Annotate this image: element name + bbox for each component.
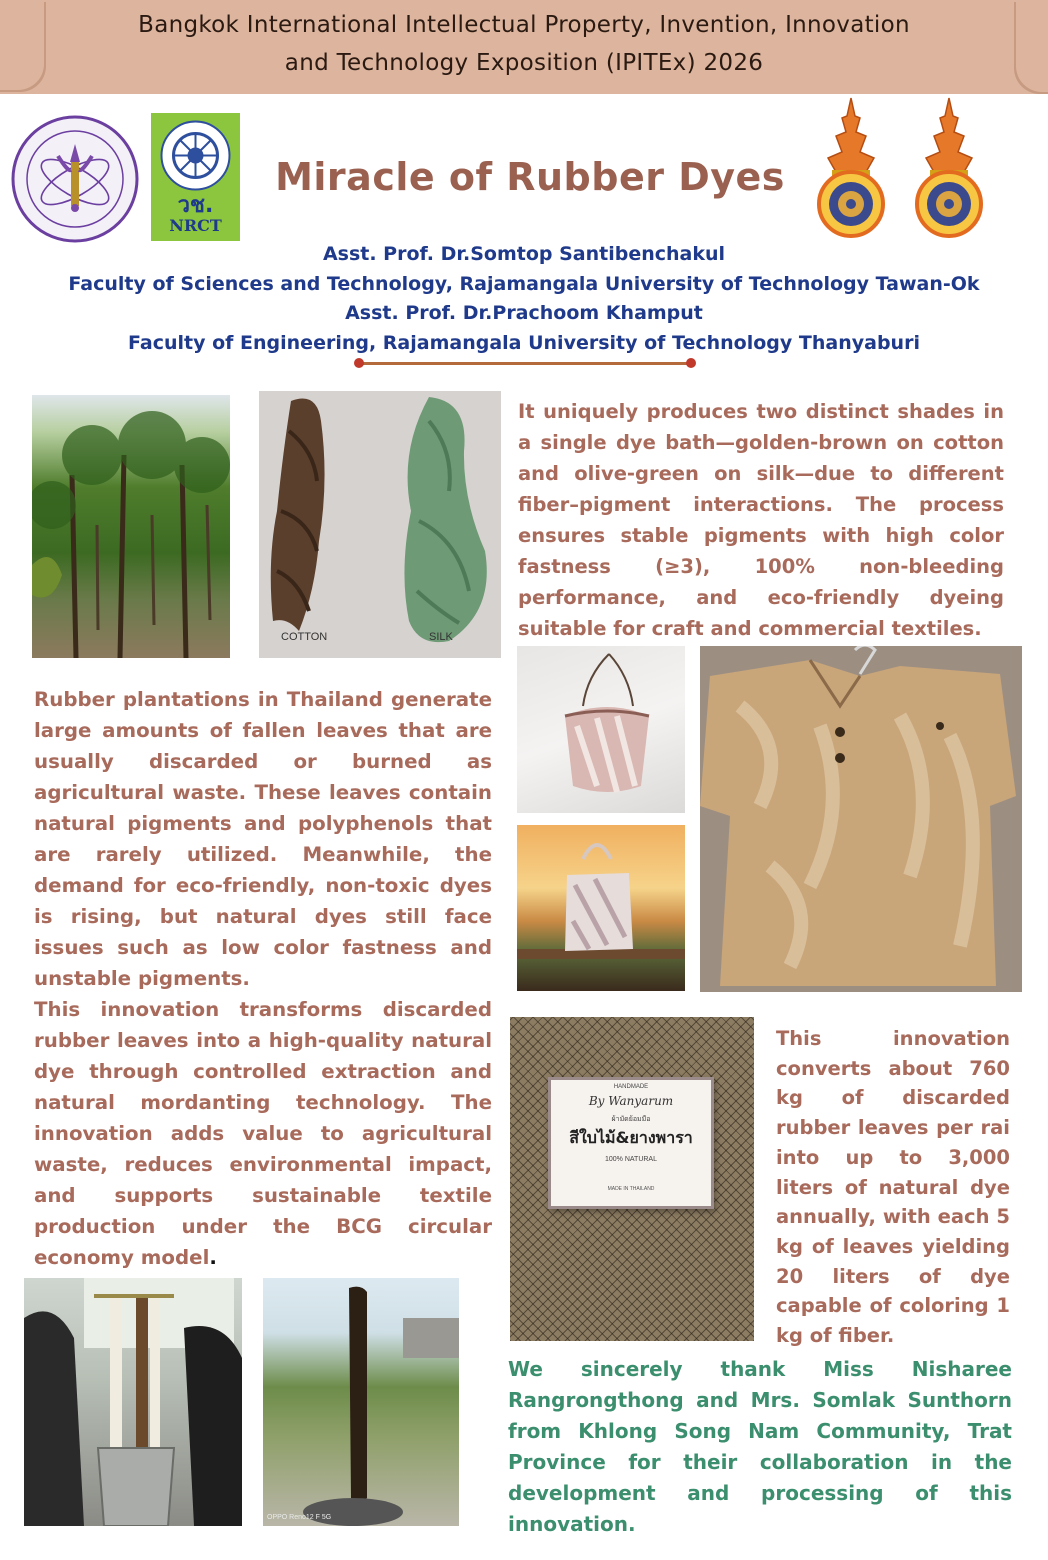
dyeing-process-icon bbox=[24, 1278, 242, 1526]
nrct-logo bbox=[151, 113, 240, 241]
label-silk: SILK bbox=[429, 631, 453, 643]
author-2-name: Asst. Prof. Dr.Prachoom Khamput bbox=[345, 302, 703, 324]
nrct-en-text: NRCT bbox=[169, 216, 222, 235]
author-1-name: Asst. Prof. Dr.Somtop Santibenchakul bbox=[322, 243, 726, 265]
event-title bbox=[60, 6, 988, 82]
tag-natural: 100% NATURAL bbox=[604, 1156, 657, 1163]
shirts-icon bbox=[700, 646, 1022, 992]
paragraph-thanks: We sincerely thank Miss Nisharee Rangrongthong and Mrs. Somlak Sunthorn from Khlong Song Nam Community, Trat Province for their collaboration in the development and processing of this innovation. bbox=[508, 1357, 1012, 1536]
banner-tab-left bbox=[0, 0, 44, 90]
paragraph-conversion: This innovation converts about 760 kg of discarded rubber leaves per rai into up to 3,000 liters of natural dye annually, with each 5 kg of leaves yielding 20 liters of dye capable of coloring 1 kg of fiber. bbox=[776, 1027, 1010, 1348]
tag-sub: ผ้ามัดย้อมมือ bbox=[611, 1115, 651, 1123]
author-2-affiliation: Faculty of Engineering, Rajamangala University of Technology Thanyaburi bbox=[128, 331, 920, 354]
photo-tote-bag bbox=[517, 825, 685, 991]
event-title-line2: and Technology Exposition (IPITEx) 2026 bbox=[284, 50, 764, 76]
yarn-skeins-icon bbox=[259, 391, 501, 658]
paragraph-innovation-end: . bbox=[209, 1246, 217, 1269]
event-title-line1: Bangkok International Intellectual Property, Invention, Innovation bbox=[138, 12, 910, 38]
rmut-tawanok-logo bbox=[808, 96, 894, 238]
tag-handmade: HANDMADE bbox=[613, 1084, 649, 1090]
ministry-logo bbox=[10, 114, 140, 244]
label-cotton: COTTON bbox=[281, 631, 328, 643]
tag-brand: By Wanyarum bbox=[588, 1094, 674, 1108]
author-1-affiliation: Faculty of Sciences and Technology, Rajamangala University of Technology Tawan-Ok bbox=[68, 272, 980, 295]
page-title: Miracle of Rubber Dyes bbox=[275, 155, 785, 199]
photo-dyeing-process bbox=[24, 1278, 242, 1526]
banner-tab-right bbox=[1016, 0, 1048, 92]
camera-watermark: OPPO Reno12 F 5G bbox=[267, 1514, 332, 1521]
tote-bag-icon bbox=[517, 825, 685, 991]
photo-tie-dye-shirts bbox=[700, 646, 1022, 992]
tag-product-name: สีใบไม้&ยางพารา bbox=[569, 1128, 693, 1147]
dyed-yarn-icon bbox=[263, 1278, 459, 1526]
divider-dot-right bbox=[686, 358, 696, 368]
product-tag bbox=[548, 1077, 714, 1209]
paragraph-innovation-text: This innovation transforms discarded rubber leaves into a high-quality natural dye through controlled extraction and natural mordanting technology. The innovation adds value to agricultural waste, reduces environmental impact, and supports sustainable textile production under the BCG circular economy model bbox=[34, 998, 492, 1269]
tag-made: MADE IN THAILAND bbox=[607, 1186, 655, 1192]
authors-block bbox=[40, 240, 1008, 358]
plantation-trees-icon bbox=[32, 395, 230, 658]
photo-drawstring-bag bbox=[517, 646, 685, 813]
paragraph-problem: Rubber plantations in Thailand generate large amounts of fallen leaves that are usually discarded or burned as agricultural waste. These leaves contain natural pigments and polyphenols that are rarely utilized. Meanwhile, the demand for eco-friendly, non-toxic dyes is rising, but natural dyes still face issues such as low color fastness and unstable pigments. bbox=[34, 688, 492, 990]
nrct-thai-text: วช. bbox=[177, 193, 214, 218]
paragraph-shades: It uniquely produces two distinct shades in a single dye bath—golden-brown on cotton and olive-green on silk—due to different fiber–pigment interactions. The process ensures stable pigments with high color fastness (≥3), 100% non-bleeding performance, and eco-friendly dyeing suitable for craft and commercial textiles. bbox=[518, 400, 1004, 640]
rmut-thanyaburi-logo bbox=[906, 96, 992, 238]
left-text-column bbox=[34, 684, 492, 1273]
photo-dyed-yarn bbox=[263, 1278, 459, 1526]
paragraph-innovation bbox=[34, 994, 492, 1273]
drawstring-bag-icon bbox=[517, 646, 685, 813]
divider-dot-left bbox=[354, 358, 364, 368]
photo-rubber-plantation bbox=[32, 395, 230, 658]
nrct-emblem-icon bbox=[159, 119, 232, 192]
title-divider bbox=[358, 362, 692, 365]
photo-product-label bbox=[510, 1017, 754, 1341]
photo-yarn-skeins bbox=[259, 391, 501, 658]
